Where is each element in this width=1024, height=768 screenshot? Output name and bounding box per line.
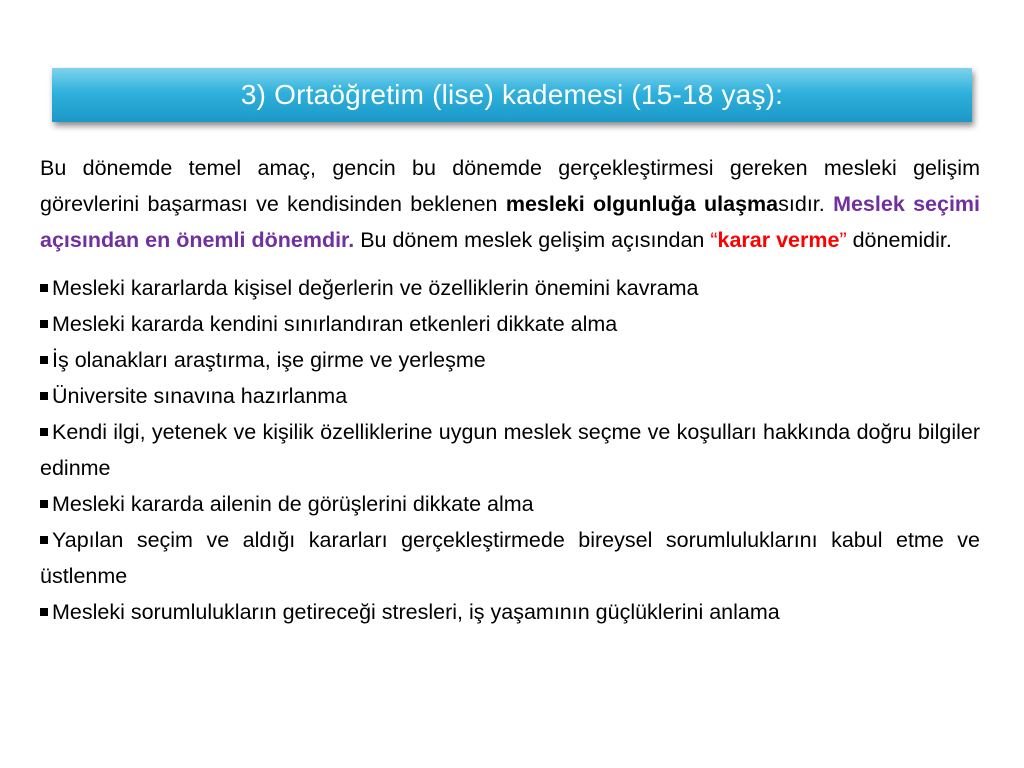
bullet-text: Üniversite sınavına hazırlanma [52, 384, 348, 408]
list-item [40, 594, 980, 630]
close-quote: ” [839, 228, 847, 252]
intro-red-emphasis: karar verme [717, 228, 840, 252]
slide-title: 3) Ortaöğretim (lise) kademesi (15-18 yaş): [240, 79, 784, 110]
slide-content [40, 150, 980, 630]
list-item [40, 270, 980, 306]
bullet-text: İş olanakları araştırma, işe girme ve yerleşme [52, 348, 486, 372]
square-bullet-icon [40, 392, 48, 400]
bullet-text: Mesleki kararda kendini sınırlandıran etkenleri dikkate alma [52, 312, 618, 336]
list-item [40, 342, 980, 378]
intro-text-1: Bu dönemde temel amaç, gencin bu dönemde gerçekleştirmesi gereken mesleki gelişim görevlerini başarması ve kendisinden beklenen [40, 156, 980, 216]
bullet-list [40, 270, 980, 630]
list-item [40, 378, 980, 414]
intro-purple-emphasis: Meslek seçimi açısından en önemli dönemdir. [40, 192, 981, 252]
square-bullet-icon [40, 320, 48, 328]
list-item [40, 306, 980, 342]
list-item [40, 522, 980, 594]
square-bullet-icon [40, 428, 48, 436]
square-bullet-icon [40, 608, 48, 616]
bullet-text: Yapılan seçim ve aldığı kararları gerçekleştirmede bireysel sorumluluklarını kabul etme ve üstlenme [40, 528, 980, 588]
intro-bold-phrase: mesleki olgunluğa ulaşma [505, 192, 779, 216]
bullet-text: Mesleki kararlarda kişisel değerlerin ve özelliklerin önemini kavrama [52, 276, 699, 300]
intro-text-4: dönemidir. [846, 228, 952, 252]
intro-paragraph [40, 150, 980, 258]
bullet-text: Mesleki kararda ailenin de görüşlerini dikkate alma [52, 492, 534, 516]
list-item [40, 414, 980, 486]
intro-text-3: Bu dönem meslek gelişim açısından [354, 228, 711, 252]
open-quote: “ [710, 228, 718, 252]
square-bullet-icon [40, 500, 48, 508]
square-bullet-icon [40, 536, 48, 544]
slide-title-bar [52, 68, 972, 122]
list-item [40, 486, 980, 522]
bullet-text: Kendi ilgi, yetenek ve kişilik özelliklerine uygun meslek seçme ve koşulları hakkında doğru bilgiler edinme [40, 420, 980, 480]
intro-text-2: sıdır. [778, 192, 834, 216]
bullet-text: Mesleki sorumlulukların getireceği stresleri, iş yaşamının güçlüklerini anlama [52, 600, 780, 624]
square-bullet-icon [40, 356, 48, 364]
square-bullet-icon [40, 284, 48, 292]
